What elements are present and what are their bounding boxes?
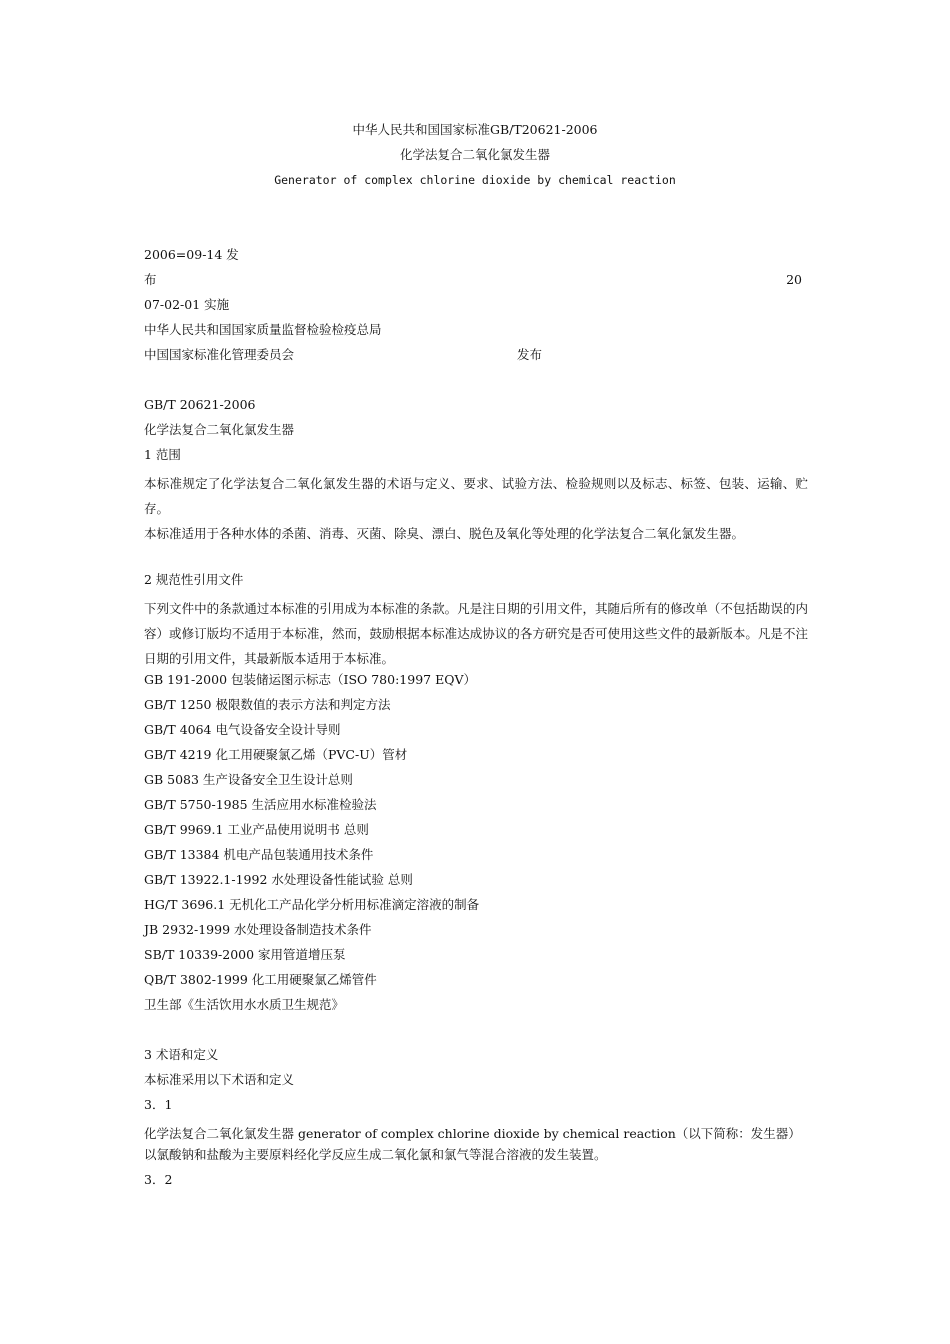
- implement-date-line: 07-02-01 实施: [144, 297, 230, 312]
- section-2-paragraph: 下列文件中的条款通过本标准的引用成为本标准的条款。凡是注日期的引用文件，其随后所有的修改单（不包括勘误的内容）或修订版均不适用于本标准，然而，鼓励根据本标准达成协议的各方研究是否可使用这些文件的最新版本。凡是不注日期的引用文件，其最新版本适用于本标准。: [144, 601, 808, 666]
- reference-item: GB 191-2000 包装储运图示标志（ISO 780:1997 EQV）: [144, 672, 476, 687]
- reference-item: GB 5083 生产设备安全卫生设计总则: [144, 772, 353, 787]
- document-body: [144, 246, 808, 1196]
- section-2-heading: 2 规范性引用文件: [144, 572, 244, 587]
- reference-item: JB 2932-1999 水处理设备制造技术条件: [144, 922, 372, 937]
- issue-fa-char: 布: [144, 272, 157, 287]
- clause-number-3-2: 3．2: [144, 1172, 173, 1187]
- definition-3-1: 以氯酸钠和盐酸为主要原料经化学反应生成二氧化氯和氯气等混合溶液的发生装置。: [144, 1147, 607, 1162]
- doc-code: GB/T 20621-2006: [144, 397, 256, 412]
- issue-date-line: 2006=09-14 发: [144, 247, 239, 262]
- implement-year-prefix: 20: [786, 272, 802, 287]
- clause-number-3-1: 3．1: [144, 1097, 173, 1112]
- reference-item: SB/T 10339-2000 家用管道增压泵: [144, 947, 346, 962]
- standard-name-cn: 化学法复合二氧化氯发生器: [399, 147, 550, 162]
- publish-label: 发布: [517, 347, 543, 362]
- standard-name-en: Generator of complex chlorine dioxide by chemical reaction: [274, 173, 676, 187]
- issuer-sac: 中国国家标准化管理委员会: [144, 347, 295, 362]
- issuer-sac-line: [144, 346, 808, 371]
- term-3-1: 化学法复合二氧化氯发生器 generator of complex chlorine dioxide by chemical reaction（以下简称：发生器）: [144, 1126, 801, 1141]
- doc-title: 化学法复合二氧化氯发生器: [144, 422, 295, 437]
- reference-item: GB/T 4064 电气设备安全设计导则: [144, 722, 341, 737]
- reference-item: GB/T 9969.1 工业产品使用说明书 总则: [144, 822, 369, 837]
- spacer: [144, 371, 808, 396]
- reference-item: GB/T 1250 极限数值的表示方法和判定方法: [144, 697, 391, 712]
- standard-title-line: 中华人民共和国国家标准GB/T20621-2006: [352, 122, 598, 137]
- reference-item: 卫生部《生活饮用水水质卫生规范》: [144, 997, 345, 1012]
- reference-item: GB/T 13922.1-1992 水处理设备性能试验 总则: [144, 872, 413, 887]
- section-1-heading: 1 范围: [144, 447, 181, 462]
- issue-line-fa: [144, 271, 808, 296]
- reference-item: GB/T 5750-1985 生活应用水标准检验法: [144, 797, 377, 812]
- issuer-aqsiq: 中华人民共和国国家质量监督检验检疫总局: [144, 322, 382, 337]
- spacer: [144, 546, 808, 571]
- section-1-paragraph-1: 本标准规定了化学法复合二氧化氯发生器的术语与定义、要求、试验方法、检验规则以及标志、标签、包装、运输、贮存。: [144, 476, 808, 516]
- reference-item: QB/T 3802-1999 化工用硬聚氯乙烯管件: [144, 972, 377, 987]
- section-1-paragraph-2: 本标准适用于各种水体的杀菌、消毒、灭菌、除臭、漂白、脱色及氧化等处理的化学法复合二氧化氯发生器。: [144, 526, 745, 541]
- reference-item: GB/T 4219 化工用硬聚氯乙烯（PVC-U）管材: [144, 747, 408, 762]
- document-header: [0, 121, 950, 196]
- section-3-intro: 本标准采用以下术语和定义: [144, 1072, 295, 1087]
- reference-item: HG/T 3696.1 无机化工产品化学分析用标准滴定溶液的制备: [144, 897, 480, 912]
- section-3-heading: 3 术语和定义: [144, 1047, 219, 1062]
- spacer: [144, 1021, 808, 1046]
- reference-item: GB/T 13384 机电产品包装通用技术条件: [144, 847, 374, 862]
